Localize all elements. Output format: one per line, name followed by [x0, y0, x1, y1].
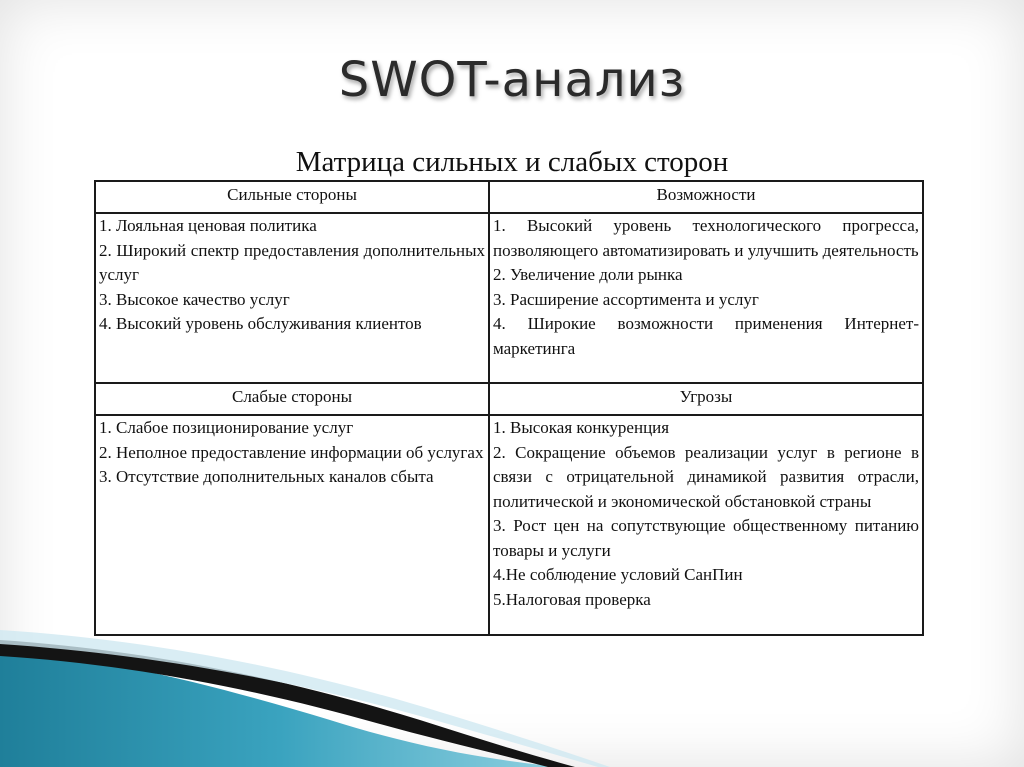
- opportunities-item: 1. Высокий уровень технологического прогресса, позволяющего автоматизировать и улучшить деятельность: [493, 216, 919, 260]
- strengths-item: 3. Высокое качество услуг: [99, 289, 290, 309]
- slide-title: SWOT-анализ: [338, 52, 686, 108]
- weaknesses-item: 3. Отсутствие дополнительных каналов сбыта: [99, 467, 434, 486]
- strengths-item: 2. Широкий спектр предоставления дополнительных услуг: [99, 240, 485, 284]
- threats-item: 2. Сокращение объемов реализации услуг в регионе в связи с отрицательной динамикой развития отрасли, политической и экономической обстановкой страны: [493, 442, 919, 511]
- threats-header: Угрозы: [489, 383, 923, 415]
- weaknesses-item: 2. Неполное предоставление информации об услугах: [99, 442, 484, 462]
- threats-item: 5.Налоговая проверка: [493, 589, 651, 609]
- opportunities-item: 2. Увеличение доли рынка: [493, 265, 683, 284]
- opportunities-item: 3. Расширение ассортимента и услуг: [493, 289, 759, 309]
- opportunities-header: Возможности: [489, 181, 923, 213]
- opportunities-item: 4. Широкие возможности применения Интернет-маркетинга: [493, 314, 919, 358]
- threats-item: 1. Высокая конкуренция: [493, 418, 670, 437]
- table-caption: Матрица сильных и слабых сторон: [295, 146, 729, 178]
- threats-item: 3. Рост цен на сопутствующие общественному питанию товары и услуги: [493, 516, 919, 560]
- weaknesses-header: Слабые стороны: [95, 383, 489, 415]
- strengths-item: 4. Высокий уровень обслуживания клиентов: [99, 314, 422, 333]
- strengths-item: 1. Лояльная ценовая политика: [99, 216, 317, 235]
- teal-wave-shape: [0, 648, 560, 767]
- weaknesses-item: 1. Слабое позиционирование услуг: [99, 418, 354, 437]
- threats-item: 4.Не соблюдение условий СанПин: [493, 565, 743, 584]
- strengths-header: Сильные стороны: [95, 181, 489, 213]
